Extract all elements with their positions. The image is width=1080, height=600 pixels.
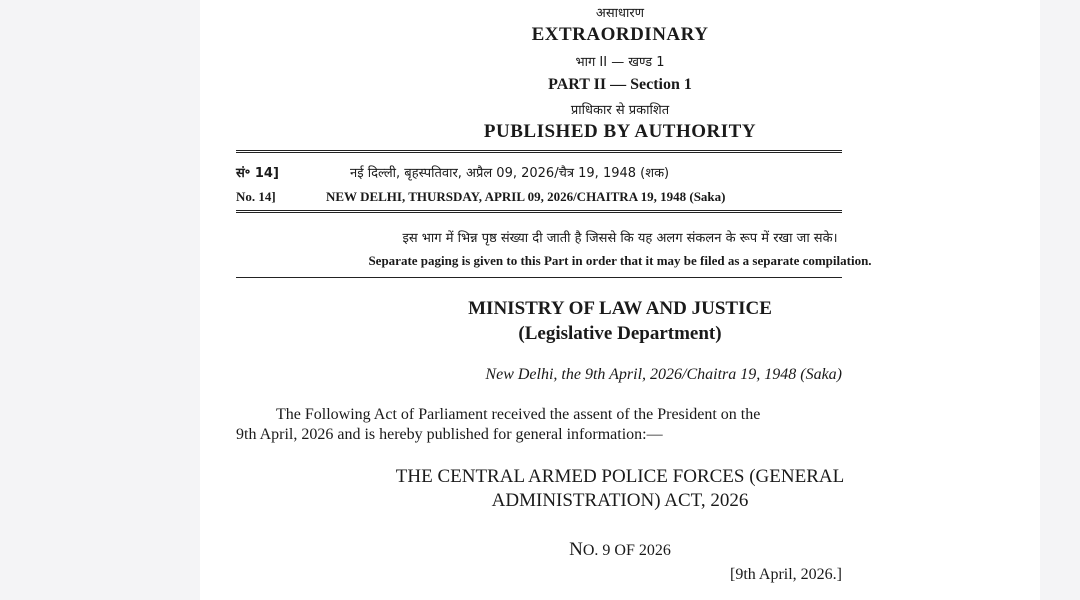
hindi-part: भाग II — खण्ड 1 bbox=[575, 55, 665, 70]
gazette-page bbox=[200, 0, 1040, 600]
issue-number: No. 14] bbox=[236, 189, 276, 204]
published-heading: PUBLISHED BY AUTHORITY bbox=[483, 121, 757, 142]
intro-line-1: The Following Act of Parliament received the assent of the President on the bbox=[276, 406, 761, 423]
issue-date-hindi: नई दिल्ली, बृहस्पतिवार, अप्रैल 09, 2026/चैत्र 19, 1948 (शक) bbox=[350, 166, 670, 181]
act-number-prefix: N bbox=[569, 539, 583, 560]
hindi-published: प्राधिकार से प्रकाशित bbox=[570, 103, 670, 118]
department-name: (Legislative Department) bbox=[518, 323, 722, 344]
act-title-line-1: THE CENTRAL ARMED POLICE FORCES (GENERAL bbox=[395, 466, 845, 487]
intro-line-2: 9th April, 2026 and is hereby published for general information:— bbox=[236, 426, 663, 443]
ministry-name: MINISTRY OF LAW AND JUSTICE bbox=[468, 298, 772, 319]
issue-date: NEW DELHI, THURSDAY, APRIL 09, 2026/CHAITRA 19, 1948 (Saka) bbox=[326, 189, 726, 204]
hindi-extraordinary: असाधारण bbox=[595, 6, 645, 21]
top-rule bbox=[236, 150, 842, 156]
dateline: New Delhi, the 9th April, 2026/Chaitra 19, 1948 (Saka) bbox=[485, 366, 842, 383]
paging-note: Separate paging is given to this Part in order that it may be filed as a separate compilation. bbox=[368, 253, 872, 268]
part-heading: PART II — Section 1 bbox=[548, 76, 692, 93]
act-number bbox=[200, 539, 1040, 561]
assent-date: [9th April, 2026.] bbox=[730, 566, 842, 583]
middle-rule bbox=[236, 210, 842, 216]
paging-note-hindi: इस भाग में भिन्न पृष्ठ संख्या दी जाती है जिससे कि यह अलग संकलन के रूप में रखा जा सके। bbox=[402, 231, 838, 246]
act-number-rest: O. 9 OF 2026 bbox=[582, 542, 671, 559]
act-title-line-2: ADMINISTRATION) ACT, 2026 bbox=[491, 490, 749, 511]
issue-number-hindi: सं॰ 14] bbox=[236, 166, 279, 181]
bottom-rule bbox=[236, 277, 842, 278]
extraordinary-heading: EXTRAORDINARY bbox=[531, 24, 709, 45]
